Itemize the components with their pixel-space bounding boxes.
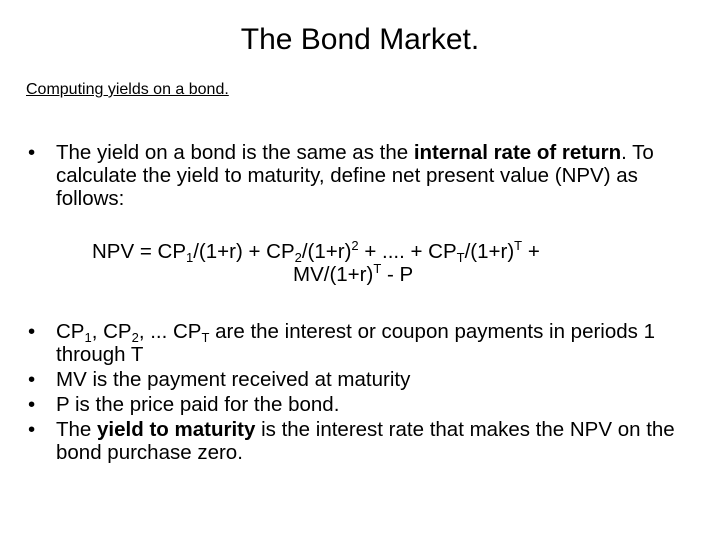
npv-formula xyxy=(92,240,692,286)
formula-subscript: 1 xyxy=(186,250,194,265)
bullet-subscript: 2 xyxy=(131,330,139,345)
formula-term: /(1+r) xyxy=(464,240,515,263)
bullet-subscript: 1 xyxy=(84,330,92,345)
bullet-marker: • xyxy=(28,418,36,441)
bullet-text: CP xyxy=(56,320,85,343)
formula-superscript: T xyxy=(373,261,382,276)
formula-line-2 xyxy=(92,263,692,286)
formula-term: /(1+r) xyxy=(301,240,352,263)
bullet-price xyxy=(26,393,698,416)
formula-term: + xyxy=(522,240,540,263)
bullet-yield-definition xyxy=(26,141,698,210)
bullet-text: The yield on a bond is the same as the xyxy=(56,141,414,164)
formula-term: - P xyxy=(381,263,414,286)
bullet-marker: • xyxy=(28,320,36,343)
bullet-text: The xyxy=(56,418,98,441)
bullet-text: P is the price paid for the bond. xyxy=(56,393,340,416)
formula-subscript: T xyxy=(456,250,465,265)
formula-line-1 xyxy=(92,240,692,263)
bullet-coupon-payments xyxy=(26,320,698,366)
definitions-bullet-list xyxy=(26,320,698,464)
formula-subscript: 2 xyxy=(294,250,302,265)
formula-superscript: 2 xyxy=(351,238,359,253)
bold-term-yield-to-maturity: yield to maturity xyxy=(97,418,256,441)
formula-term: NPV = CP xyxy=(92,240,186,263)
formula-superscript: T xyxy=(514,238,523,253)
slide-title: The Bond Market. xyxy=(240,23,480,56)
bullet-subscript: T xyxy=(201,330,210,345)
bullet-maturity-value xyxy=(26,368,698,391)
bullet-text: , CP xyxy=(91,320,132,343)
intro-bullet-list xyxy=(26,141,698,210)
slide-subtitle: Computing yields on a bond. xyxy=(26,81,229,98)
bold-term-internal-rate-of-return: internal rate of return xyxy=(413,141,622,164)
bullet-marker: • xyxy=(28,393,36,416)
bullet-text: , ... CP xyxy=(138,320,202,343)
bullet-text: is the interest rate that makes the NPV on the bond purchase zero. xyxy=(56,418,675,464)
bullet-text: are the interest or coupon payments in periods 1 through T xyxy=(56,320,656,366)
formula-term: + .... + CP xyxy=(358,240,457,263)
formula-term: MV/(1+r) xyxy=(293,263,374,286)
formula-term: /(1+r) + CP xyxy=(193,240,295,263)
bullet-marker: • xyxy=(28,368,36,391)
bullet-marker: • xyxy=(28,141,36,164)
bullet-text: MV is the payment received at maturity xyxy=(56,368,411,391)
bullet-text: . To calculate the yield to maturity, define net present value (NPV) as follows: xyxy=(56,141,654,210)
bullet-yield-to-maturity xyxy=(26,418,698,464)
